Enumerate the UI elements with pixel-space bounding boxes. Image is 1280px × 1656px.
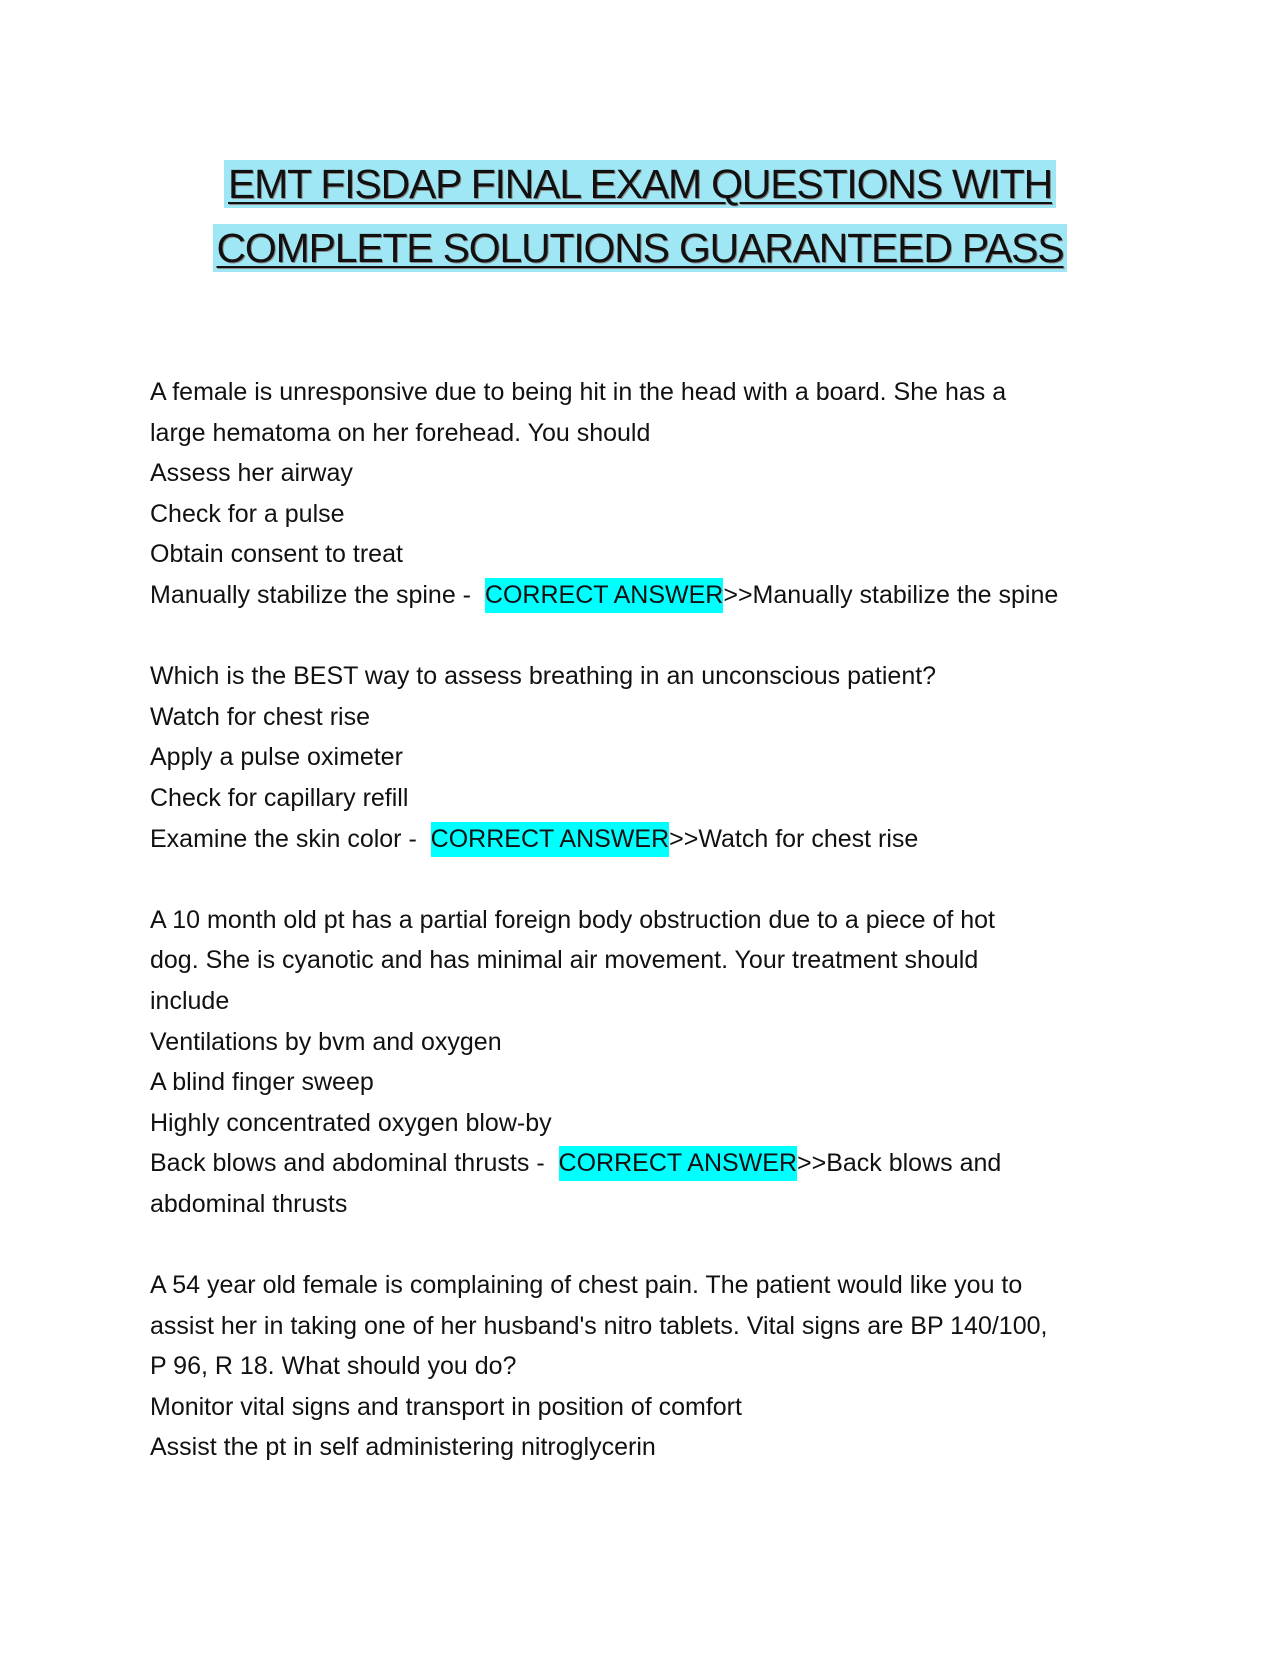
answer-option: Watch for chest rise: [150, 702, 370, 731]
question-stem-line: large hematoma on her forehead. You should: [150, 418, 651, 447]
answer-option: Highly concentrated oxygen blow-by: [150, 1108, 552, 1137]
question-stem-line: include: [150, 986, 230, 1015]
answer-option: Assess her airway: [150, 459, 353, 488]
question-stem-line: assist her in taking one of her husband's nitro tablets. Vital signs are BP 140/100,: [150, 1311, 1048, 1340]
question-stem-line: A female is unresponsive due to being hit in the head with a board. She has a: [150, 378, 1007, 406]
answer-option: Check for a pulse: [150, 499, 345, 528]
question-3: [150, 900, 1150, 1225]
question-stem-line: A 10 month old pt has a partial foreign body obstruction due to a piece of hot: [150, 905, 996, 934]
answer-option-with-solution: [150, 1143, 1150, 1184]
question-stem-line: A 54 year old female is complaining of chest pain. The patient would like you to: [150, 1271, 1023, 1300]
document-title: [0, 160, 1280, 288]
correct-answer-text: >>Back blows and: [797, 1149, 1002, 1178]
title-line-1: EMT FISDAP FINAL EXAM QUESTIONS WITH: [224, 160, 1056, 208]
answer-option: Check for capillary refill: [150, 783, 409, 812]
correct-answer-text: >>Manually stabilize the spine: [723, 580, 1059, 609]
question-2: [150, 656, 1150, 859]
correct-answer-text: >>Watch for chest rise: [669, 824, 919, 853]
question-1: [150, 372, 1150, 616]
answer-option: Obtain consent to treat: [150, 540, 403, 569]
answer-option-with-solution: [150, 819, 1150, 860]
answer-option: Manually stabilize the spine -: [150, 580, 478, 609]
answer-option: Apply a pulse oximeter: [150, 743, 403, 772]
title-line-2: COMPLETE SOLUTIONS GUARANTEED PASS: [213, 224, 1068, 272]
question-stem-line: Which is the BEST way to assess breathing in an unconscious patient?: [150, 662, 937, 691]
question-stem-line: P 96, R 18. What should you do?: [150, 1352, 517, 1381]
answer-option-with-solution: [150, 575, 1150, 616]
answer-option: Examine the skin color -: [150, 824, 424, 853]
answer-option: Monitor vital signs and transport in position of comfort: [150, 1392, 742, 1421]
answer-option: Back blows and abdominal thrusts -: [150, 1149, 552, 1178]
question-4: [150, 1265, 1150, 1468]
correct-answer-text-continued: abdominal thrusts: [150, 1189, 348, 1218]
question-stem-line: dog. She is cyanotic and has minimal air movement. Your treatment should: [150, 946, 979, 975]
question-list: [150, 372, 1150, 1509]
answer-option: Assist the pt in self administering nitroglycerin: [150, 1433, 656, 1462]
correct-answer-label: CORRECT ANSWER: [431, 822, 669, 857]
correct-answer-label: CORRECT ANSWER: [485, 578, 723, 613]
correct-answer-label: CORRECT ANSWER: [559, 1146, 797, 1181]
answer-option: Ventilations by bvm and oxygen: [150, 1027, 502, 1056]
answer-option: A blind finger sweep: [150, 1068, 374, 1097]
